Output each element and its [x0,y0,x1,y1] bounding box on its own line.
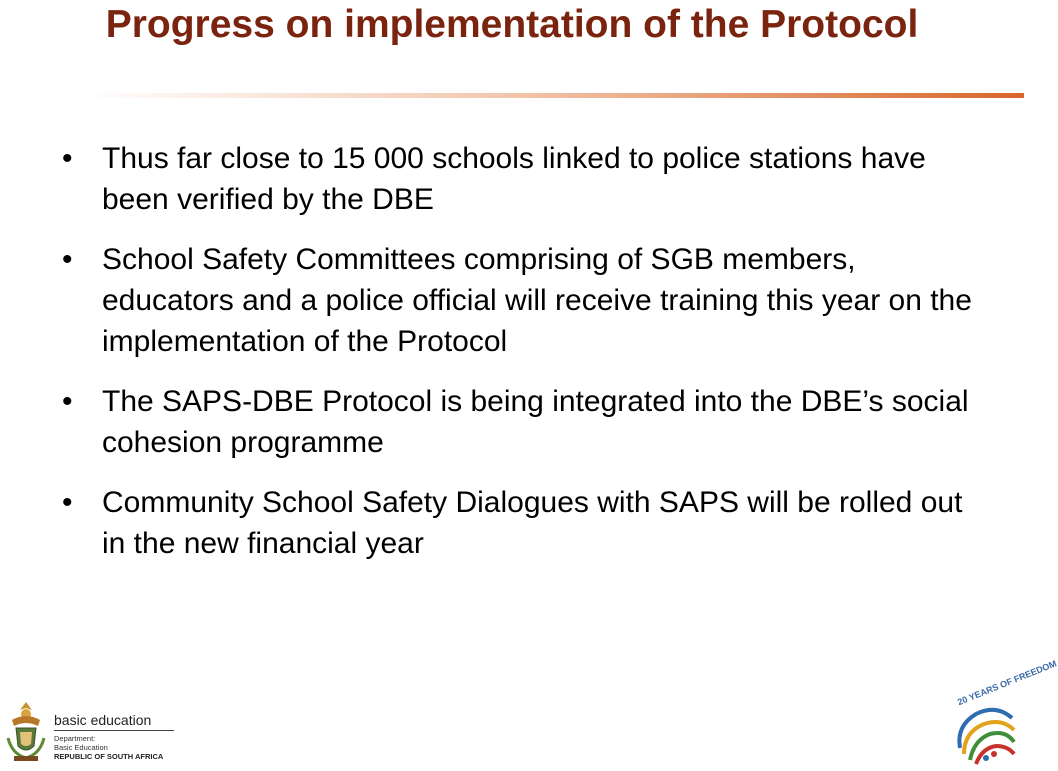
logo-main-text: basic education [54,712,174,731]
bullet-item [60,381,990,463]
bullet-text: The SAPS-DBE Protocol is being integrated into the DBE’s social cohesion programme [102,385,969,459]
badge-text: 20 YEARS OF FREEDOM [956,658,1058,708]
logo-line: Department: [54,734,96,743]
bullet-marker: • [62,142,73,175]
bullet-text: School Safety Committees comprising of SGB members, educators and a police official will receive training this year on the implementation of the Protocol [102,243,972,358]
logo-country: REPUBLIC OF SOUTH AFRICA [54,752,164,761]
bullet-marker: • [62,243,73,276]
bullet-marker: • [62,385,73,418]
logo-text [54,712,174,761]
bullet-item [60,482,990,564]
bullet-marker: • [62,486,73,519]
bullet-list [60,138,990,583]
anniversary-badge [950,658,1058,766]
logo-line: Basic Education [54,743,108,752]
bullet-text: Thus far close to 15 000 schools linked to police stations have been verified by the DBE [102,142,926,216]
department-logo [4,698,174,764]
bullet-item [60,138,990,220]
bullet-text: Community School Safety Dialogues with SAPS will be rolled out in the new financial year [102,486,963,560]
title-underline [80,92,1024,100]
bullet-item [60,239,990,362]
slide-title: Progress on implementation of the Protocol [105,3,919,46]
coat-of-arms-icon [4,698,48,764]
